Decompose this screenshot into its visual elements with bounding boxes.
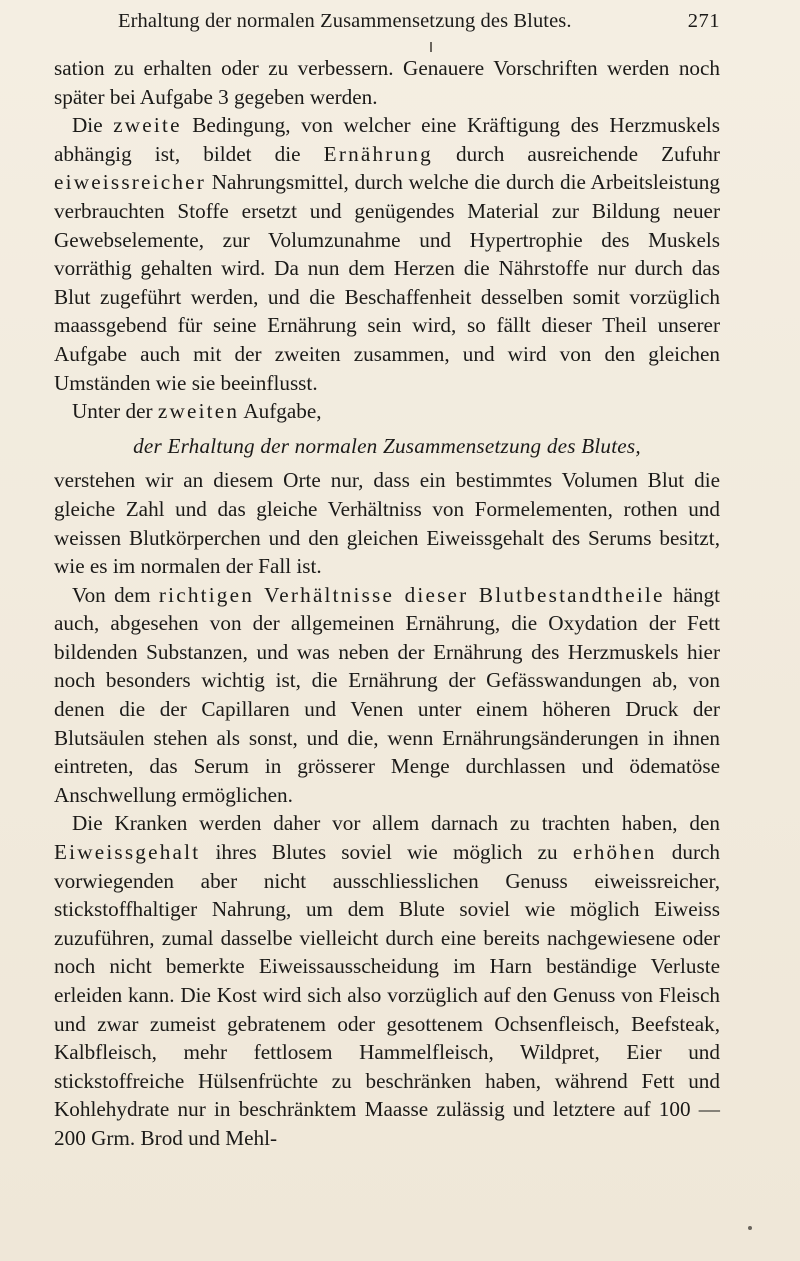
section-caption: der Erhaltung der normalen Zusammensetzung des Blutes,: [133, 433, 641, 458]
paragraph-2-text-d: Nahrungsmittel, durch welche die durch die Arbeitsleistung verbrauchten Stoffe ersetzt und genügendes Material zur Bildung neuer Gewebselemente, zur Volumzunahme und Hypertrophie des Muskels vorräthig gehalten wird. Da nun dem Herzen die Nährstoffe nur durch das Blut zugeführt werden, und die Beschaffenheit desselben somit vorzüglich maassgebend für seine Ernährung sein wird, so fällt dieser Theil unserer Aufgabe auch mit der zweiten zusammen, und wird von den gleichen Umständen wie sie beeinflusst.: [54, 170, 720, 395]
spaced-word-erhoehen: erhöhen: [572, 840, 657, 865]
paragraph-5-text-a: Von dem: [72, 582, 151, 607]
paragraph-6-text-a: Die Kranken werden daher vor allem darnach zu trachten haben, den: [72, 811, 720, 836]
print-mark-bottom: [748, 1226, 752, 1230]
spaced-phrase-blutbestandtheile: richtigen Verhältnisse dieser Blutbestandtheile: [158, 582, 665, 607]
print-mark-top: [430, 42, 432, 52]
spaced-word-eiweissreicher: eiweissreicher: [54, 170, 206, 195]
spaced-word-ernaehrung: Ernährung: [323, 141, 433, 166]
paragraph-6-text-b: ihres Blutes soviel wie möglich zu: [215, 840, 558, 865]
paragraph-6: [54, 809, 720, 1152]
paragraph-3-text-a: Unter der: [72, 399, 153, 424]
paragraph-2-text-c: durch ausreichende Zufuhr: [456, 141, 720, 166]
paragraph-2: [54, 111, 720, 397]
paragraph-2-text-b: Bedingung, von welcher eine Kräftigung des Herzmuskels abhängig ist, bildet die: [54, 113, 721, 166]
paragraph-1-text: sation zu erhalten oder zu verbessern. Genauere Vorschriften werden noch später bei Aufgabe 3 gegeben werden.: [54, 56, 720, 109]
spaced-word-zweiten: zweiten: [157, 399, 240, 424]
paragraph-5-text-b: hängt auch, abgesehen von der allgemeinen Ernährung, die Oxydation der Fett bildenden Substanzen, und was neben der Ernährung des Herzmuskels hier noch besonders wichtig ist, die Ernährung der Gefässwandungen ab, von denen die der Capillaren und Venen unter einem höheren Druck der Blutsäulen stehen als sonst, und die, wenn Ernährungsänderungen in ihnen eintreten, das Serum in grösserer Menge durchlassen und ödematöse Anschwellung ermöglichen.: [54, 582, 721, 807]
running-head-title: Erhaltung der normalen Zusammensetzung des Blutes.: [118, 10, 572, 32]
paragraph-3: [54, 397, 720, 426]
page-body: [54, 54, 720, 1153]
running-head: [118, 6, 720, 36]
paragraph-2-text-a: Die: [72, 113, 103, 138]
paragraph-1: [54, 54, 720, 111]
paragraph-6-text-c: durch vorwiegenden aber nicht ausschliesslichen Genuss eiweissreicher, stickstoffhaltiger Nahrung, um dem Blute soviel wie möglich Eiweiss zuzuführen, zumal dasselbe vielleicht durch eine bereits nachgewiesene oder noch nicht bemerkte Eiweissausscheidung im Harn beständige Verluste erleiden kann. Die Kost wird sich also vorzüglich auf den Genuss von Fleisch und zwar zumeist gebratenem oder gesottenem Ochsenfleisch, Beefsteak, Kalbfleisch, mehr fettlosem Hammelfleisch, Wildpret, Eier und stickstoffreiche Hülsenfrüchte zu beschränken haben, während Fett und Kohlehydrate nur in beschränktem Maasse zulässig und letztere auf 100 — 200 Grm. Brod und Mehl-: [54, 840, 720, 1150]
paragraph-4: [54, 466, 720, 580]
spaced-word-zweite: zweite: [113, 113, 182, 138]
spaced-word-eiweissgehalt: Eiweissgehalt: [54, 840, 201, 865]
paragraph-3-text-b: Aufgabe,: [243, 399, 322, 424]
paragraph-4-text: verstehen wir an diesem Orte nur, dass ein bestimmtes Volumen Blut die gleiche Zahl und das gleiche Verhältniss von Formelementen, rothen und weissen Blutkörperchen und den gleichen Eiweissgehalt des Serums besitzt, wie es im normalen der Fall ist.: [54, 468, 720, 579]
page-number: 271: [687, 10, 720, 32]
paragraph-5: [54, 581, 720, 810]
